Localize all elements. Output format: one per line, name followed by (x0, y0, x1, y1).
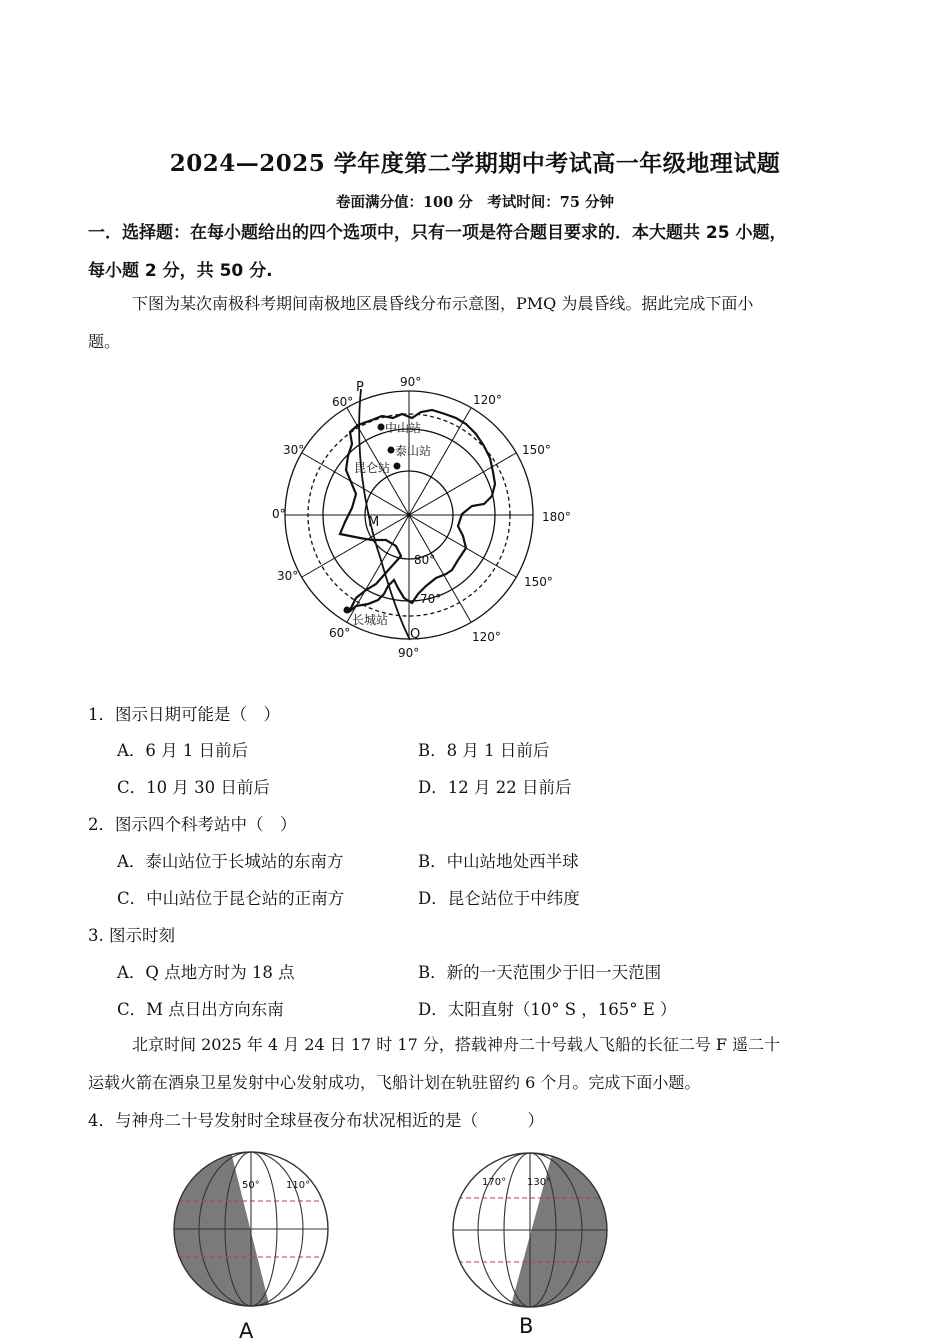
globe-b-label: B (519, 1314, 534, 1338)
page-title: 2024—2025 学年度第二学期期中考试高一年级地理试题 (169, 150, 781, 177)
station-kunlun-dot (394, 463, 401, 470)
station-taishan-label: 泰山站 (395, 444, 432, 458)
lon-30-left-upper: 30° (283, 443, 305, 457)
intro-paragraph-line2: 题。 (88, 332, 121, 351)
station-changcheng-label: 长城站 (352, 613, 389, 627)
lon-60-top-left: 60° (332, 395, 354, 409)
lon-120-bottom-right: 120° (472, 630, 501, 644)
question-1-option-b: B．8 月 1 日前后 (418, 741, 550, 760)
intro-paragraph-line1: 下图为某次南极科考期间南极地区晨昏线分布示意图，PMQ 为晨昏线。据此完成下面小 (132, 294, 754, 313)
globe-a-label: A (239, 1319, 254, 1343)
lon-90-top: 90° (400, 375, 422, 389)
antarctic-terminator-map (255, 370, 585, 670)
globe-b-lon2: 130° (527, 1177, 552, 1188)
lon-150-right-lower: 150° (524, 575, 553, 589)
question-3-stem: 3. 图示时刻 (88, 926, 175, 945)
globe-b-lon1: 170° (482, 1177, 507, 1188)
question-2-option-d: D．昆仑站位于中纬度 (418, 889, 580, 908)
antarctica-coastline (340, 410, 495, 612)
question-3-option-d: D．太阳直射（10° S ，165° E ） (418, 1000, 677, 1019)
station-kunlun-label: 昆仑站 (354, 461, 391, 475)
lon-90-bottom: 90° (398, 646, 420, 660)
lon-30-left-lower: 30° (277, 569, 299, 583)
globe-b-figure (445, 1145, 620, 1344)
section-heading-line2: 每小题 2 分，共 50 分. (88, 261, 273, 281)
lat-80: 80° (414, 553, 436, 567)
intro2-line2: 运载火箭在酒泉卫星发射中心发射成功，飞船计划在轨驻留约 6 个月。完成下面小题。 (88, 1073, 701, 1092)
lat-70: 70° (420, 592, 442, 606)
point-m-label: M (368, 515, 380, 530)
question-1-option-c: C．10 月 30 日前后 (117, 778, 270, 797)
question-1-stem: 1．图示日期可能是（ ） (88, 705, 280, 724)
lon-0: 0° (272, 507, 286, 521)
station-zhongshan-dot (378, 424, 385, 431)
intro2-line1: 北京时间 2025 年 4 月 24 日 17 时 17 分，搭载神舟二十号载人飞船的长征二号 F 遥二十 (132, 1035, 781, 1054)
station-taishan-dot (388, 447, 395, 454)
lon-150-right-upper: 150° (522, 443, 551, 457)
question-2-stem: 2．图示四个科考站中（ ） (88, 815, 297, 834)
globe-a-figure (165, 1145, 340, 1344)
question-4-stem: 4．与神舟二十号发射时全球昼夜分布状况相近的是（ ） (88, 1111, 544, 1130)
globe-a-lon1: 50° (242, 1180, 260, 1191)
question-3-option-a: A．Q 点地方时为 18 点 (117, 963, 295, 982)
exam-info: 卷面满分值：100 分 考试时间：75 分钟 (335, 194, 615, 211)
question-2-option-b: B．中山站地处西半球 (418, 852, 579, 871)
question-3-option-c: C．M 点日出方向东南 (117, 1000, 284, 1019)
station-changcheng-dot (344, 607, 351, 614)
lon-120-top-right: 120° (473, 393, 502, 407)
lon-60-bottom-left: 60° (329, 626, 351, 640)
station-zhongshan-label: 中山站 (385, 421, 422, 435)
question-3-option-b: B．新的一天范围少于旧一天范围 (418, 963, 662, 982)
lon-180: 180° (542, 510, 571, 524)
globe-a-lon2: 110° (286, 1180, 311, 1191)
point-q-label: Q (410, 627, 421, 642)
question-1-option-a: A．6 月 1 日前后 (117, 741, 249, 760)
question-2-option-c: C．中山站位于昆仑站的正南方 (117, 889, 345, 908)
question-2-option-a: A．泰山站位于长城站的东南方 (117, 852, 344, 871)
point-p-label: P (356, 380, 364, 395)
section-heading-line1: 一．选择题：在每小题给出的四个选项中，只有一项是符合题目要求的．本大题共 25 小题， (88, 223, 787, 243)
question-1-option-d: D．12 月 22 日前后 (418, 778, 572, 797)
